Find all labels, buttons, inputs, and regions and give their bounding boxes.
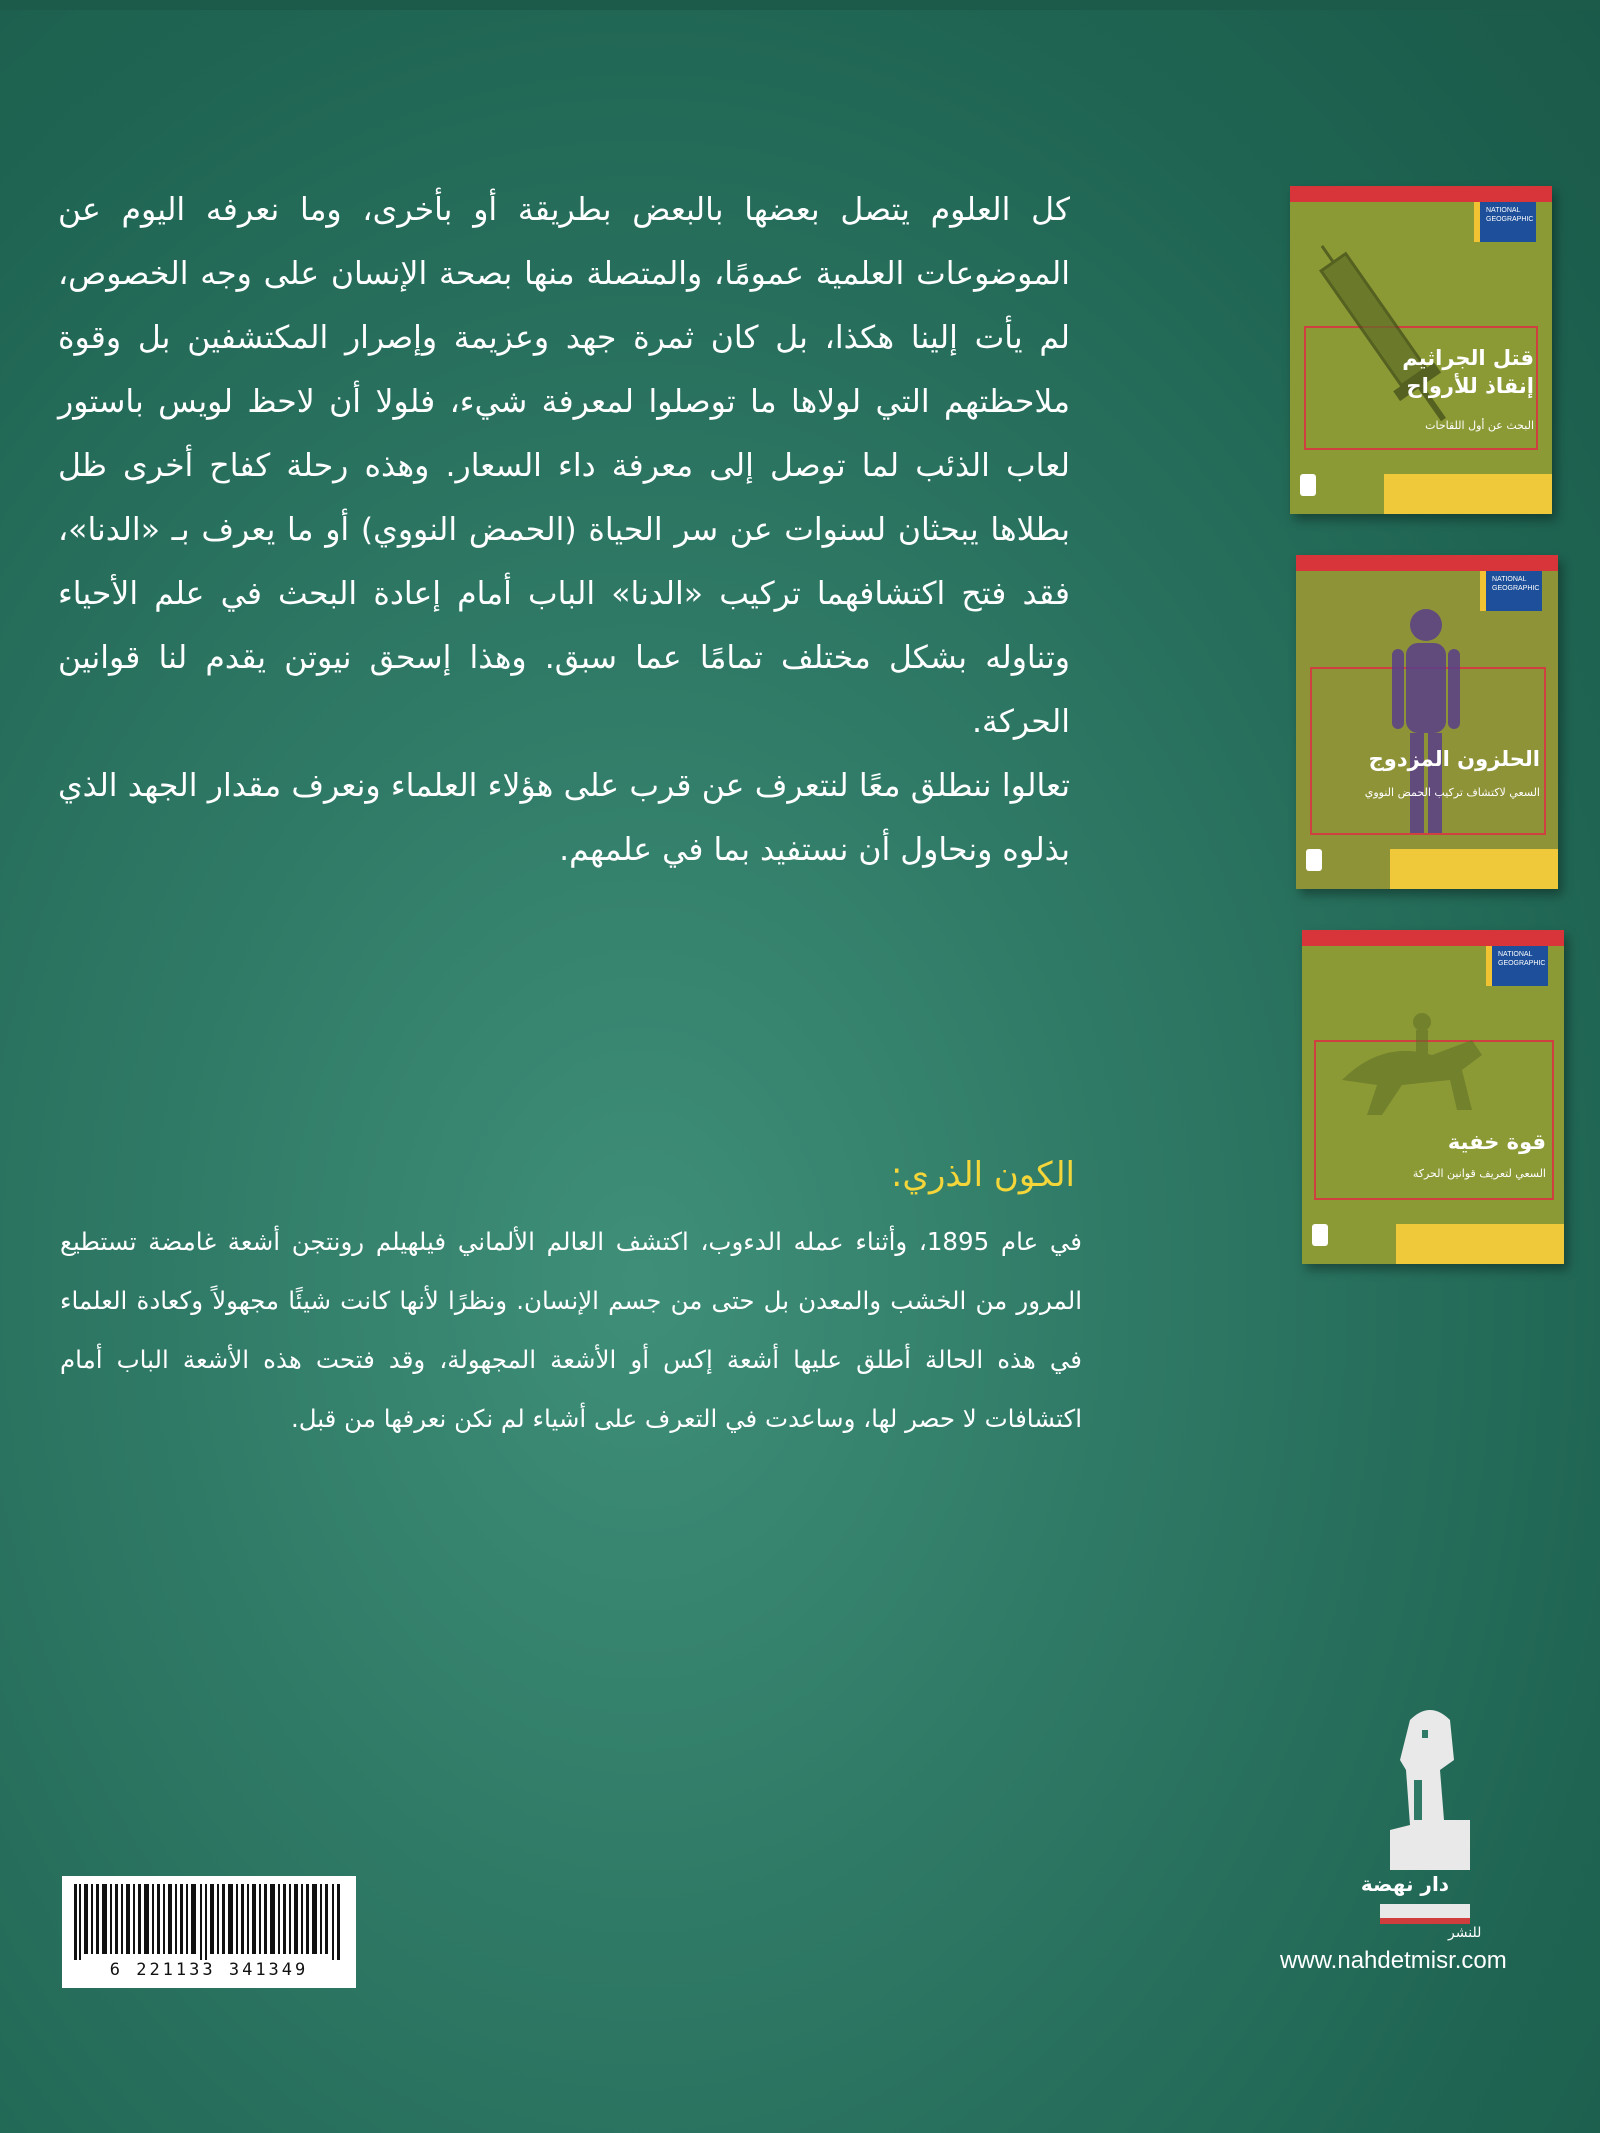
book-subtitle: البحث عن أول اللقاحات: [1425, 419, 1534, 432]
book-title-line2: إنقاذ للأرواح: [1406, 374, 1534, 398]
book-yellow-bar: [1390, 849, 1558, 889]
publisher-website: www.nahdetmisr.com: [1280, 1947, 1507, 1974]
publisher-logo-bar: [1380, 1904, 1470, 1924]
book-red-band: [1302, 930, 1564, 946]
section-body: في عام 1895، وأثناء عمله الدءوب، اكتشف العالم الألماني فيلهيلم رونتجن أشعة غامضة تستطيع المرور من الخشب والمعدن بل حتى من جسم الإنسان. ونظرًا لأنها كانت شيئًا مجهولاً وكعادة العلماء في هذه الحالة أطلق عليها أشعة إكس أو الأشعة المجهولة، وقد فتحت هذه الأشعة الباب أمام اكتشافات لا حصر لها، وساعدت في التعرف على أشياء لم نكن نعرفها من قبل.: [60, 1227, 1082, 1433]
book-red-band: [1290, 186, 1552, 202]
publisher-sub: للنشر: [1448, 1925, 1482, 1941]
barcode: [62, 1876, 356, 1988]
section-title: الكون الذري:: [890, 1155, 1075, 1195]
book-title: الحلزون المزدوج: [1368, 747, 1540, 771]
book-title: [1402, 344, 1534, 400]
book-yellow-bar: [1384, 474, 1552, 514]
publisher-mark-icon: [1306, 849, 1322, 871]
national-geographic-logo: NATIONAL GEOGRAPHIC: [1480, 571, 1542, 611]
main-paragraph-1: كل العلوم يتصل بعضها بالبعض بطريقة أو بأخرى، وما نعرفه اليوم عن الموضوعات العلمية عمومًا، والمتصلة منها بصحة الإنسان على وجه الخصوص، لم يأت إلينا هكذا، بل كان ثمرة جهد وعزيمة وإصرار المكتشفين بل وقوة ملاحظتهم التي لولاها ما توصلوا لمعرفة شيء، فلولا أن لاحظ لويس باستور لعاب الذئب لما توصل إلى معرفة داء السعار. وهذه رحلة كفاح أخرى ظل بطلاها يبحثان لسنوات عن سر الحياة (الحمض النووي) أو ما يعرف بـ «الدنا»، فقد فتح اكتشافهما تركيب «الدنا» الباب أمام إعادة البحث في علم الأحياء وتناوله بشكل مختلف تمامًا عما سبق. وهذا إسحق نيوتن يقدم لنا قوانين الحركة.: [58, 192, 1070, 740]
horse-rider-icon: [1322, 1000, 1522, 1120]
book-title-line1: قتل الجراثيم: [1402, 346, 1534, 370]
barcode-bars: [74, 1884, 344, 1960]
book-cover-3: [1302, 930, 1564, 1264]
book-cover-1: [1290, 186, 1552, 514]
book-red-band: [1296, 555, 1558, 571]
top-edge: [0, 0, 1600, 10]
main-paragraph-2: تعالوا ننطلق معًا لنتعرف عن قرب على هؤلاء العلماء ونعرف مقدار الجهد الذي بذلوه ونحاول أن نستفيد بما في علمهم.: [58, 768, 1070, 868]
national-geographic-logo: NATIONAL GEOGRAPHIC: [1486, 946, 1548, 986]
publisher-mark-icon: [1300, 474, 1316, 496]
publisher-name: دار نهضة: [1360, 1872, 1450, 1896]
book-yellow-bar: [1396, 1224, 1564, 1264]
barcode-number: 6 221133 341349: [109, 1960, 309, 1980]
book-subtitle: السعي لتعريف قوانين الحركة: [1412, 1167, 1546, 1180]
main-text: [58, 178, 1070, 882]
book-subtitle: السعي لاكتشاف تركيب الحمض النووي: [1364, 786, 1540, 799]
pharaonic-statue-icon: [1370, 1700, 1490, 1870]
syringe-icon: [1310, 226, 1460, 446]
national-geographic-logo: NATIONAL GEOGRAPHIC: [1474, 202, 1536, 242]
publisher-mark-icon: [1312, 1224, 1328, 1246]
book-title: قوة خفية: [1447, 1130, 1546, 1154]
book-cover-2: [1296, 555, 1558, 889]
